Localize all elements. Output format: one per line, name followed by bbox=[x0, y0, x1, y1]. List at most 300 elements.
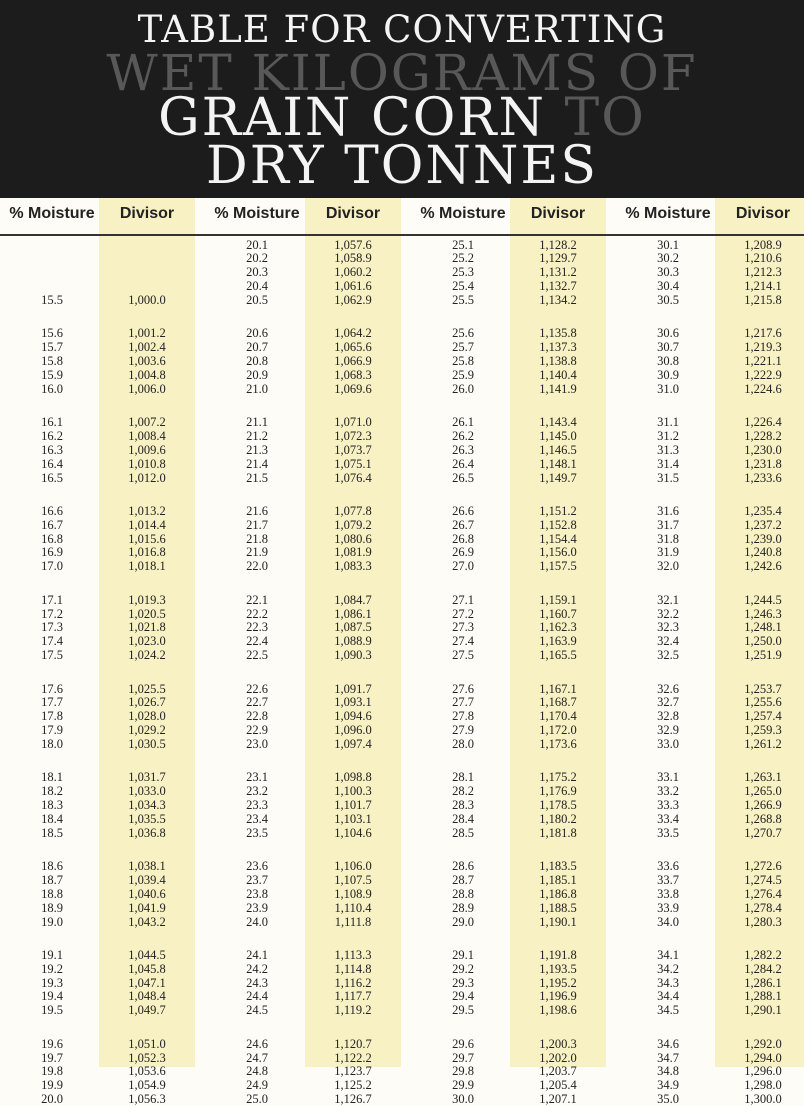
divisor-value: 1,056.3 bbox=[128, 1092, 166, 1106]
divisor-value: 1,025.5 bbox=[128, 681, 166, 696]
moisture-value: 29.6 bbox=[452, 1036, 474, 1051]
moisture-value: 27.4 bbox=[452, 634, 474, 649]
divisor-value: 1,045.8 bbox=[128, 961, 166, 976]
moisture-value: 23.7 bbox=[246, 873, 268, 887]
divisor-value: 1,047.1 bbox=[128, 975, 166, 990]
divisor-value: 1,233.6 bbox=[744, 470, 782, 485]
divisor-value: 1,020.5 bbox=[128, 606, 166, 621]
moisture-value: 30.7 bbox=[657, 340, 679, 355]
divisor-value: 1,010.8 bbox=[128, 456, 166, 471]
divisor-value: 1,257.4 bbox=[744, 709, 782, 724]
divisor-value: 1,235.4 bbox=[744, 503, 782, 518]
moisture-value: 26.4 bbox=[452, 456, 474, 471]
divisor-value: 1,077.8 bbox=[334, 503, 372, 518]
divisor-value: 1,168.7 bbox=[539, 695, 577, 710]
divisor-value: 1,058.9 bbox=[334, 251, 372, 266]
moisture-value: 22.7 bbox=[246, 695, 268, 710]
moisture-value: 23.6 bbox=[246, 859, 268, 874]
moisture-value: 18.6 bbox=[41, 859, 63, 874]
divisor-value: 1,200.3 bbox=[539, 1036, 577, 1051]
divisor-value: 1,186.8 bbox=[539, 886, 577, 901]
moisture-value: 29.7 bbox=[452, 1050, 474, 1065]
moisture-value: 34.0 bbox=[657, 914, 679, 929]
divisor-value: 1,006.0 bbox=[128, 381, 166, 396]
moisture-value: 33.0 bbox=[657, 736, 679, 751]
moisture-value: 34.9 bbox=[657, 1078, 679, 1093]
divisor-value: 1,039.4 bbox=[128, 873, 166, 887]
divisor-value: 1,240.8 bbox=[744, 545, 782, 560]
divisor-value: 1,061.6 bbox=[334, 279, 372, 294]
moisture-value: 26.3 bbox=[452, 442, 474, 457]
divisor-value: 1,143.4 bbox=[539, 415, 577, 430]
moisture-value: 20.8 bbox=[246, 354, 268, 368]
moisture-value: 21.0 bbox=[246, 381, 268, 396]
moisture-value: 21.9 bbox=[246, 545, 268, 560]
moisture-value: 28.9 bbox=[452, 900, 474, 915]
moisture-value: 32.0 bbox=[657, 559, 679, 574]
divisor-value: 1,117.7 bbox=[334, 989, 372, 1004]
moisture-value: 34.4 bbox=[657, 989, 679, 1004]
divisor-value: 1,062.9 bbox=[334, 292, 372, 307]
moisture-value: 25.6 bbox=[452, 326, 474, 341]
divisor-value: 1,075.1 bbox=[334, 456, 372, 471]
moisture-value: 26.8 bbox=[452, 531, 474, 546]
moisture-value: 32.2 bbox=[657, 606, 679, 621]
divisor-value: 1,084.7 bbox=[334, 592, 372, 607]
divisor-value: 1,239.0 bbox=[744, 531, 782, 546]
divisor-value: 1,167.1 bbox=[539, 681, 577, 696]
divisor-value: 1,028.0 bbox=[128, 709, 166, 724]
divisor-value: 1,170.4 bbox=[539, 709, 577, 724]
divisor-value: 1,276.4 bbox=[744, 886, 782, 901]
moisture-value: 28.6 bbox=[452, 859, 474, 874]
moisture-column-header: % Moisture bbox=[420, 205, 506, 222]
moisture-value: 28.8 bbox=[452, 886, 474, 901]
divisor-value: 1,026.7 bbox=[128, 695, 166, 710]
divisor-value: 1,126.7 bbox=[334, 1092, 372, 1106]
moisture-value: 27.7 bbox=[452, 695, 474, 710]
moisture-value: 15.9 bbox=[41, 367, 63, 382]
moisture-value: 19.7 bbox=[41, 1050, 63, 1065]
title-grain-corn: GRAIN CORN bbox=[158, 88, 547, 148]
moisture-value: 16.0 bbox=[41, 381, 63, 396]
moisture-value: 22.9 bbox=[246, 723, 268, 737]
moisture-value: 21.4 bbox=[246, 456, 268, 471]
moisture-value: 33.8 bbox=[657, 886, 679, 901]
divisor-value: 1,019.3 bbox=[128, 592, 166, 607]
moisture-value: 34.8 bbox=[657, 1064, 679, 1079]
moisture-value: 30.1 bbox=[657, 237, 679, 252]
divisor-value: 1,052.3 bbox=[128, 1050, 166, 1065]
divisor-value: 1,191.8 bbox=[539, 947, 577, 962]
divisor-value: 1,134.2 bbox=[539, 292, 577, 307]
divisor-value: 1,196.9 bbox=[539, 989, 577, 1004]
moisture-value: 30.2 bbox=[657, 251, 679, 266]
divisor-value: 1,165.5 bbox=[539, 648, 577, 663]
moisture-value: 21.8 bbox=[246, 531, 268, 546]
moisture-value: 25.9 bbox=[452, 367, 474, 382]
divisor-value: 1,023.0 bbox=[128, 634, 166, 649]
divisor-value: 1,284.2 bbox=[744, 961, 782, 976]
moisture-value: 33.1 bbox=[657, 770, 679, 785]
divisor-value: 1,207.1 bbox=[539, 1092, 577, 1106]
moisture-value: 30.8 bbox=[657, 354, 679, 368]
moisture-value: 19.8 bbox=[41, 1064, 63, 1079]
divisor-value: 1,137.3 bbox=[539, 340, 577, 355]
moisture-column-header: % Moisture bbox=[9, 205, 95, 222]
divisor-value: 1,214.1 bbox=[744, 279, 782, 294]
divisor-value: 1,251.9 bbox=[744, 648, 782, 663]
divisor-value: 1,080.6 bbox=[334, 531, 372, 546]
divisor-value: 1,001.2 bbox=[128, 326, 166, 341]
moisture-value: 23.1 bbox=[246, 770, 268, 785]
moisture-value: 24.1 bbox=[246, 947, 268, 962]
moisture-value: 25.2 bbox=[452, 251, 474, 266]
divisor-value: 1,208.9 bbox=[744, 237, 782, 252]
divisor-value: 1,101.7 bbox=[334, 798, 372, 812]
divisor-value: 1,242.6 bbox=[744, 559, 782, 574]
divisor-value: 1,103.1 bbox=[334, 811, 372, 826]
divisor-value: 1,173.6 bbox=[539, 736, 577, 751]
divisor-value: 1,008.4 bbox=[128, 429, 166, 443]
moisture-value: 22.3 bbox=[246, 620, 268, 635]
divisor-value: 1,188.5 bbox=[539, 900, 577, 915]
moisture-value: 31.3 bbox=[657, 442, 679, 457]
moisture-value: 34.6 bbox=[657, 1036, 679, 1051]
moisture-value: 34.7 bbox=[657, 1050, 679, 1065]
moisture-value: 16.9 bbox=[41, 545, 63, 560]
divisor-value: 1,135.8 bbox=[539, 326, 577, 341]
moisture-value: 30.5 bbox=[657, 292, 679, 307]
moisture-value: 24.7 bbox=[246, 1050, 268, 1065]
divisor-value: 1,221.1 bbox=[744, 354, 782, 368]
moisture-value: 26.5 bbox=[452, 470, 474, 485]
moisture-value: 31.1 bbox=[657, 415, 679, 430]
divisor-value: 1,250.0 bbox=[744, 634, 782, 649]
moisture-value: 17.5 bbox=[41, 648, 63, 663]
title-line-1: TABLE FOR CONVERTING bbox=[137, 8, 667, 51]
moisture-value: 25.1 bbox=[452, 237, 474, 252]
moisture-value: 25.5 bbox=[452, 292, 474, 307]
divisor-value: 1,073.7 bbox=[334, 442, 372, 457]
divisor-value: 1,248.1 bbox=[744, 620, 782, 635]
divisor-value: 1,210.6 bbox=[744, 251, 782, 266]
divisor-value: 1,031.7 bbox=[128, 770, 166, 785]
divisor-value: 1,097.4 bbox=[334, 736, 372, 751]
moisture-value: 18.8 bbox=[41, 886, 63, 901]
divisor-value: 1,107.5 bbox=[334, 873, 372, 887]
moisture-value: 20.4 bbox=[246, 279, 268, 294]
divisor-value: 1,003.6 bbox=[128, 354, 166, 368]
divisor-value: 1,110.4 bbox=[334, 900, 372, 915]
moisture-value: 33.9 bbox=[657, 900, 679, 915]
divisor-value: 1,083.3 bbox=[334, 559, 372, 574]
divisor-value: 1,009.6 bbox=[128, 442, 166, 457]
divisor-value: 1,159.1 bbox=[539, 592, 577, 607]
divisor-value: 1,294.0 bbox=[744, 1050, 782, 1065]
divisor-value: 1,086.1 bbox=[334, 606, 372, 621]
divisor-value: 1,178.5 bbox=[539, 798, 577, 812]
moisture-value: 31.5 bbox=[657, 470, 679, 485]
moisture-value: 31.8 bbox=[657, 531, 679, 546]
divisor-value: 1,152.8 bbox=[539, 517, 577, 532]
moisture-value: 26.9 bbox=[452, 545, 474, 560]
moisture-value: 22.4 bbox=[246, 634, 268, 649]
moisture-value: 22.6 bbox=[246, 681, 268, 696]
divisor-value: 1,193.5 bbox=[539, 961, 577, 976]
moisture-value: 26.6 bbox=[452, 503, 474, 518]
moisture-value: 32.8 bbox=[657, 709, 679, 724]
divisor-value: 1,160.7 bbox=[539, 606, 577, 621]
divisor-value: 1,091.7 bbox=[334, 681, 372, 696]
divisor-value: 1,057.6 bbox=[334, 237, 372, 252]
moisture-value: 32.1 bbox=[657, 592, 679, 607]
moisture-value: 21.5 bbox=[246, 470, 268, 485]
divisor-value: 1,286.1 bbox=[744, 975, 782, 990]
moisture-value: 16.5 bbox=[41, 470, 63, 485]
divisor-value: 1,088.9 bbox=[334, 634, 372, 649]
moisture-value: 21.3 bbox=[246, 442, 268, 457]
divisor-value: 1,219.3 bbox=[744, 340, 782, 355]
moisture-value: 27.6 bbox=[452, 681, 474, 696]
moisture-value: 20.9 bbox=[246, 367, 268, 382]
divisor-value: 1,230.0 bbox=[744, 442, 782, 457]
moisture-value: 25.0 bbox=[246, 1092, 268, 1106]
divisor-value: 1,051.0 bbox=[128, 1036, 166, 1051]
moisture-value: 20.0 bbox=[41, 1092, 63, 1106]
moisture-value: 15.7 bbox=[41, 340, 63, 355]
divisor-value: 1,131.2 bbox=[539, 265, 577, 280]
divisor-value: 1,162.3 bbox=[539, 620, 577, 635]
divisor-value: 1,138.8 bbox=[539, 354, 577, 368]
moisture-value: 18.7 bbox=[41, 873, 63, 887]
title-line-4: DRY TONNES bbox=[206, 136, 598, 196]
moisture-value: 16.6 bbox=[41, 503, 63, 518]
moisture-value: 28.1 bbox=[452, 770, 474, 785]
divisor-value: 1,024.2 bbox=[128, 648, 166, 663]
divisor-value: 1,030.5 bbox=[128, 736, 166, 751]
moisture-value: 25.8 bbox=[452, 354, 474, 368]
divisor-value: 1,268.8 bbox=[744, 811, 782, 826]
divisor-value: 1,069.6 bbox=[334, 381, 372, 396]
divisor-value: 1,255.6 bbox=[744, 695, 782, 710]
divisor-value: 1,071.0 bbox=[334, 415, 372, 430]
title-to: TO bbox=[564, 88, 646, 148]
moisture-value: 32.4 bbox=[657, 634, 679, 649]
moisture-value: 19.2 bbox=[41, 961, 63, 976]
divisor-value: 1,185.1 bbox=[539, 873, 577, 887]
moisture-value: 17.8 bbox=[41, 709, 63, 724]
divisor-value: 1,176.9 bbox=[539, 784, 577, 799]
moisture-value: 26.0 bbox=[452, 381, 474, 396]
divisor-value: 1,122.2 bbox=[334, 1050, 372, 1065]
moisture-value: 30.3 bbox=[657, 265, 679, 280]
moisture-value: 23.8 bbox=[246, 886, 268, 901]
divisor-value: 1,212.3 bbox=[744, 265, 782, 280]
divisor-value: 1,263.1 bbox=[744, 770, 782, 785]
divisor-value: 1,114.8 bbox=[334, 961, 372, 976]
divisor-value: 1,002.4 bbox=[128, 340, 166, 355]
divisor-column-header: Divisor bbox=[119, 205, 175, 222]
moisture-value: 17.3 bbox=[41, 620, 63, 635]
moisture-value: 20.6 bbox=[246, 326, 268, 341]
divisor-column-header: Divisor bbox=[735, 205, 791, 222]
divisor-value: 1,181.8 bbox=[539, 825, 577, 840]
moisture-value: 27.5 bbox=[452, 648, 474, 663]
divisor-value: 1,290.1 bbox=[744, 1003, 782, 1018]
moisture-value: 17.2 bbox=[41, 606, 63, 621]
moisture-value: 23.9 bbox=[246, 900, 268, 915]
moisture-value: 23.5 bbox=[246, 825, 268, 840]
divisor-value: 1,125.2 bbox=[334, 1078, 372, 1093]
divisor-value: 1,081.9 bbox=[334, 545, 372, 560]
divisor-value: 1,096.0 bbox=[334, 723, 372, 737]
moisture-value: 28.7 bbox=[452, 873, 474, 887]
divisor-value: 1,280.3 bbox=[744, 914, 782, 929]
moisture-value: 29.2 bbox=[452, 961, 474, 976]
moisture-value: 32.7 bbox=[657, 695, 679, 710]
moisture-value: 31.9 bbox=[657, 545, 679, 560]
divisor-value: 1,132.7 bbox=[539, 279, 577, 294]
divisor-value: 1,217.6 bbox=[744, 326, 782, 341]
divisor-value: 1,278.4 bbox=[744, 900, 782, 915]
moisture-value: 16.4 bbox=[41, 456, 63, 471]
divisor-value: 1,018.1 bbox=[128, 559, 166, 574]
moisture-value: 28.0 bbox=[452, 736, 474, 751]
divisor-value: 1,014.4 bbox=[128, 517, 166, 532]
moisture-value: 25.3 bbox=[452, 265, 474, 280]
moisture-value: 34.5 bbox=[657, 1003, 679, 1018]
divisor-value: 1,215.8 bbox=[744, 292, 782, 307]
moisture-value: 19.5 bbox=[41, 1003, 63, 1018]
moisture-value: 27.9 bbox=[452, 723, 474, 737]
divisor-value: 1,021.8 bbox=[128, 620, 166, 635]
moisture-value: 35.0 bbox=[657, 1092, 679, 1106]
moisture-value: 32.3 bbox=[657, 620, 679, 635]
moisture-value: 29.0 bbox=[452, 914, 474, 929]
divisor-value: 1,104.6 bbox=[334, 825, 372, 840]
moisture-value: 28.3 bbox=[452, 798, 474, 812]
divisor-value: 1,054.9 bbox=[128, 1078, 166, 1093]
moisture-value: 33.6 bbox=[657, 859, 679, 874]
moisture-value: 28.4 bbox=[452, 811, 474, 826]
divisor-value: 1,272.6 bbox=[744, 859, 782, 874]
moisture-value: 18.0 bbox=[41, 736, 63, 751]
moisture-value: 29.9 bbox=[452, 1078, 474, 1093]
divisor-value: 1,180.2 bbox=[539, 811, 577, 826]
divisor-value: 1,190.1 bbox=[539, 914, 577, 929]
divisor-value: 1,228.2 bbox=[744, 429, 782, 443]
divisor-value: 1,146.5 bbox=[539, 442, 577, 457]
divisor-value: 1,065.6 bbox=[334, 340, 372, 355]
moisture-value: 25.4 bbox=[452, 279, 474, 294]
moisture-value: 30.4 bbox=[657, 279, 679, 294]
divisor-value: 1,175.2 bbox=[539, 770, 577, 785]
moisture-value: 17.9 bbox=[41, 723, 63, 737]
moisture-value: 22.5 bbox=[246, 648, 268, 663]
moisture-value: 33.5 bbox=[657, 825, 679, 840]
moisture-value: 20.2 bbox=[246, 251, 268, 266]
moisture-value: 18.2 bbox=[41, 784, 63, 799]
divisor-value: 1,000.0 bbox=[128, 292, 166, 307]
moisture-value: 23.3 bbox=[246, 798, 268, 812]
divisor-value: 1,203.7 bbox=[539, 1064, 577, 1079]
divisor-value: 1,151.2 bbox=[539, 503, 577, 518]
moisture-value: 21.7 bbox=[246, 517, 268, 532]
divisor-value: 1,224.6 bbox=[744, 381, 782, 396]
divisor-value: 1,048.4 bbox=[128, 989, 166, 1004]
moisture-value: 27.0 bbox=[452, 559, 474, 574]
divisor-value: 1,282.2 bbox=[744, 947, 782, 962]
moisture-value: 27.2 bbox=[452, 606, 474, 621]
divisor-value: 1,149.7 bbox=[539, 470, 577, 485]
moisture-value: 31.2 bbox=[657, 429, 679, 443]
divisor-value: 1,053.6 bbox=[128, 1064, 166, 1079]
moisture-value: 18.3 bbox=[41, 798, 63, 812]
moisture-value: 32.5 bbox=[657, 648, 679, 663]
divisor-value: 1,049.7 bbox=[128, 1003, 166, 1018]
moisture-value: 30.0 bbox=[452, 1092, 474, 1106]
divisor-value: 1,079.2 bbox=[334, 517, 372, 532]
divisor-value: 1,100.3 bbox=[334, 784, 372, 799]
divisor-value: 1,205.4 bbox=[539, 1078, 577, 1093]
moisture-value: 18.4 bbox=[41, 811, 63, 826]
divisor-value: 1,129.7 bbox=[539, 251, 577, 266]
moisture-value: 17.7 bbox=[41, 695, 63, 710]
moisture-value: 33.2 bbox=[657, 784, 679, 799]
divisor-value: 1,044.5 bbox=[128, 947, 166, 962]
moisture-value: 32.9 bbox=[657, 723, 679, 737]
moisture-value: 31.4 bbox=[657, 456, 679, 471]
divisor-value: 1,036.8 bbox=[128, 825, 166, 840]
divisor-value: 1,163.9 bbox=[539, 634, 577, 649]
moisture-value: 21.6 bbox=[246, 503, 268, 518]
moisture-value: 19.0 bbox=[41, 914, 63, 929]
moisture-value: 34.1 bbox=[657, 947, 679, 962]
divisor-value: 1,066.9 bbox=[334, 354, 372, 368]
moisture-value: 31.6 bbox=[657, 503, 679, 518]
divisor-value: 1,111.8 bbox=[334, 914, 372, 929]
moisture-value: 17.1 bbox=[41, 592, 63, 607]
divisor-value: 1,195.2 bbox=[539, 975, 577, 990]
divisor-value: 1,172.0 bbox=[539, 723, 577, 737]
divisor-value: 1,035.5 bbox=[128, 811, 166, 826]
divisor-value: 1,004.8 bbox=[128, 367, 166, 382]
moisture-value: 24.5 bbox=[246, 1003, 268, 1018]
moisture-value: 19.3 bbox=[41, 975, 63, 990]
moisture-value: 24.4 bbox=[246, 989, 268, 1004]
moisture-column-header: % Moisture bbox=[625, 205, 711, 222]
moisture-value: 24.8 bbox=[246, 1064, 268, 1079]
moisture-value: 29.3 bbox=[452, 975, 474, 990]
divisor-value: 1,068.3 bbox=[334, 367, 372, 382]
divisor-value: 1,087.5 bbox=[334, 620, 372, 635]
divisor-value: 1,154.4 bbox=[539, 531, 577, 546]
header-rule bbox=[0, 234, 804, 236]
divisor-value: 1,007.2 bbox=[128, 415, 166, 430]
divisor-value: 1,231.8 bbox=[744, 456, 782, 471]
divisor-value: 1,108.9 bbox=[334, 886, 372, 901]
divisor-value: 1,064.2 bbox=[334, 326, 372, 341]
moisture-value: 28.5 bbox=[452, 825, 474, 840]
divisor-value: 1,094.6 bbox=[334, 709, 372, 724]
divisor-value: 1,265.0 bbox=[744, 784, 782, 799]
divisor-value: 1,296.0 bbox=[744, 1064, 782, 1079]
divisor-value: 1,016.8 bbox=[128, 545, 166, 560]
moisture-value: 27.8 bbox=[452, 709, 474, 724]
moisture-value: 30.9 bbox=[657, 367, 679, 382]
moisture-value: 29.8 bbox=[452, 1064, 474, 1079]
